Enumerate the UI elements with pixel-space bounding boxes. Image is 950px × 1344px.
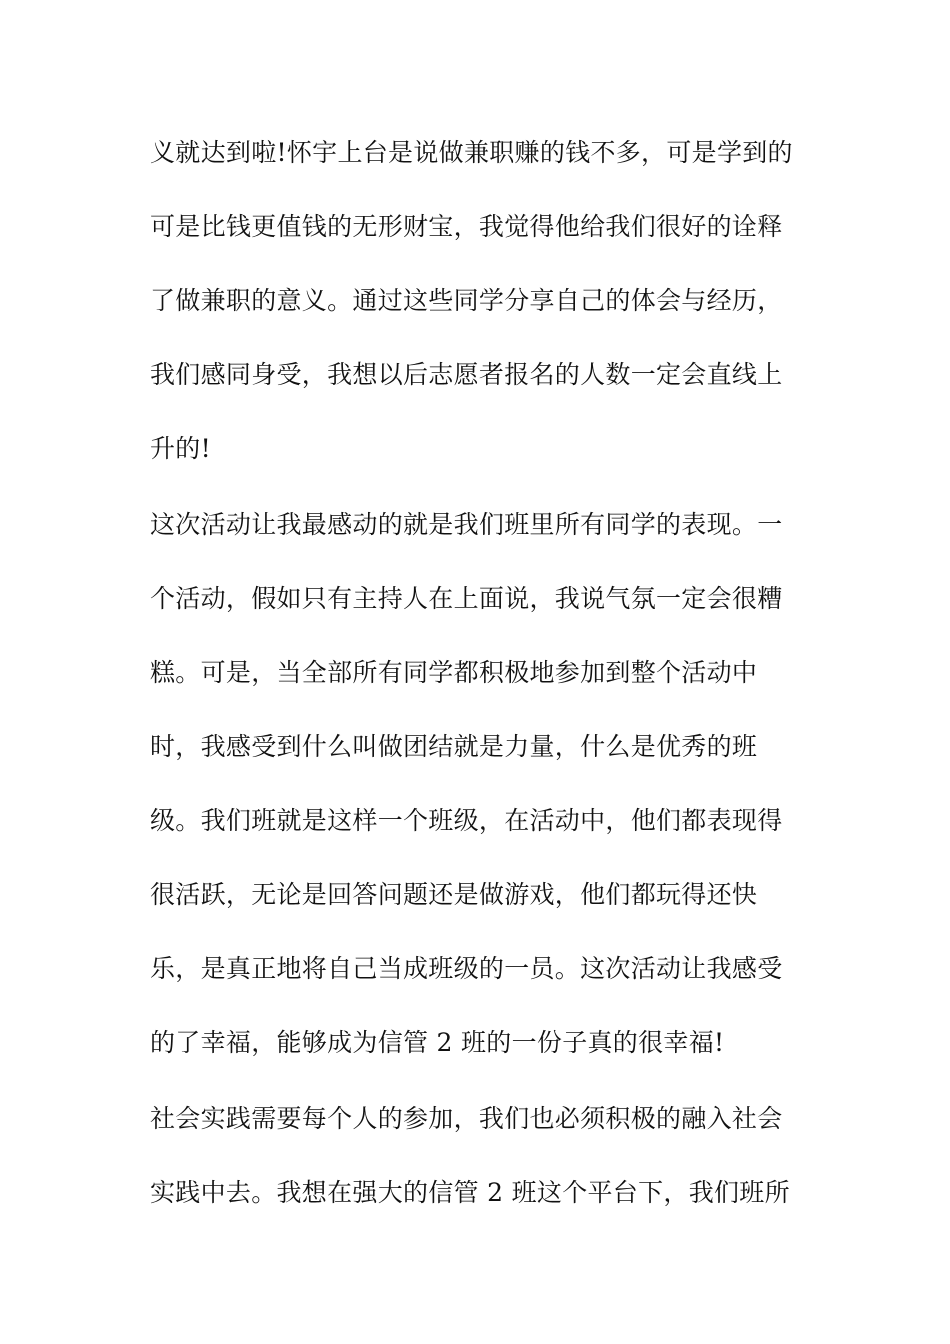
text-line: 了做兼职的意义。通过这些同学分享自己的体会与经历， [150,286,783,315]
text-line: 级。我们班就是这样一个班级，在活动中，他们都表现得 [150,806,783,835]
text-line: 时，我感受到什么叫做团结就是力量，什么是优秀的班 [150,732,758,761]
text-line: 义就达到啦!怀宇上台是说做兼职赚的钱不多，可是学到的 [150,138,793,167]
text-line: 升的! [150,434,211,463]
text-line: 可是比钱更值钱的无形财宝，我觉得他给我们很好的诠释 [150,212,783,241]
text-line: 这次活动让我最感动的就是我们班里所有同学的表现。一 [150,510,783,539]
text-line: 很活跃，无论是回答问题还是做游戏，他们都玩得还快 [150,880,758,909]
text-line: 个活动，假如只有主持人在上面说，我说气氛一定会很糟 [150,584,783,613]
text-line: 社会实践需要每个人的参加，我们也必须积极的融入社会 [150,1104,783,1133]
text-line: 的了幸福，能够成为信管 2 班的一份子真的很幸福! [150,1028,725,1057]
text-line: 实践中去。我想在强大的信管 2 班这个平台下，我们班所 [150,1178,790,1207]
text-line: 糕。可是，当全部所有同学都积极地参加到整个活动中 [150,658,758,687]
text-line: 我们感同身受，我想以后志愿者报名的人数一定会直线上 [150,360,783,389]
text-line: 乐，是真正地将自己当成班级的一员。这次活动让我感受 [150,954,783,983]
